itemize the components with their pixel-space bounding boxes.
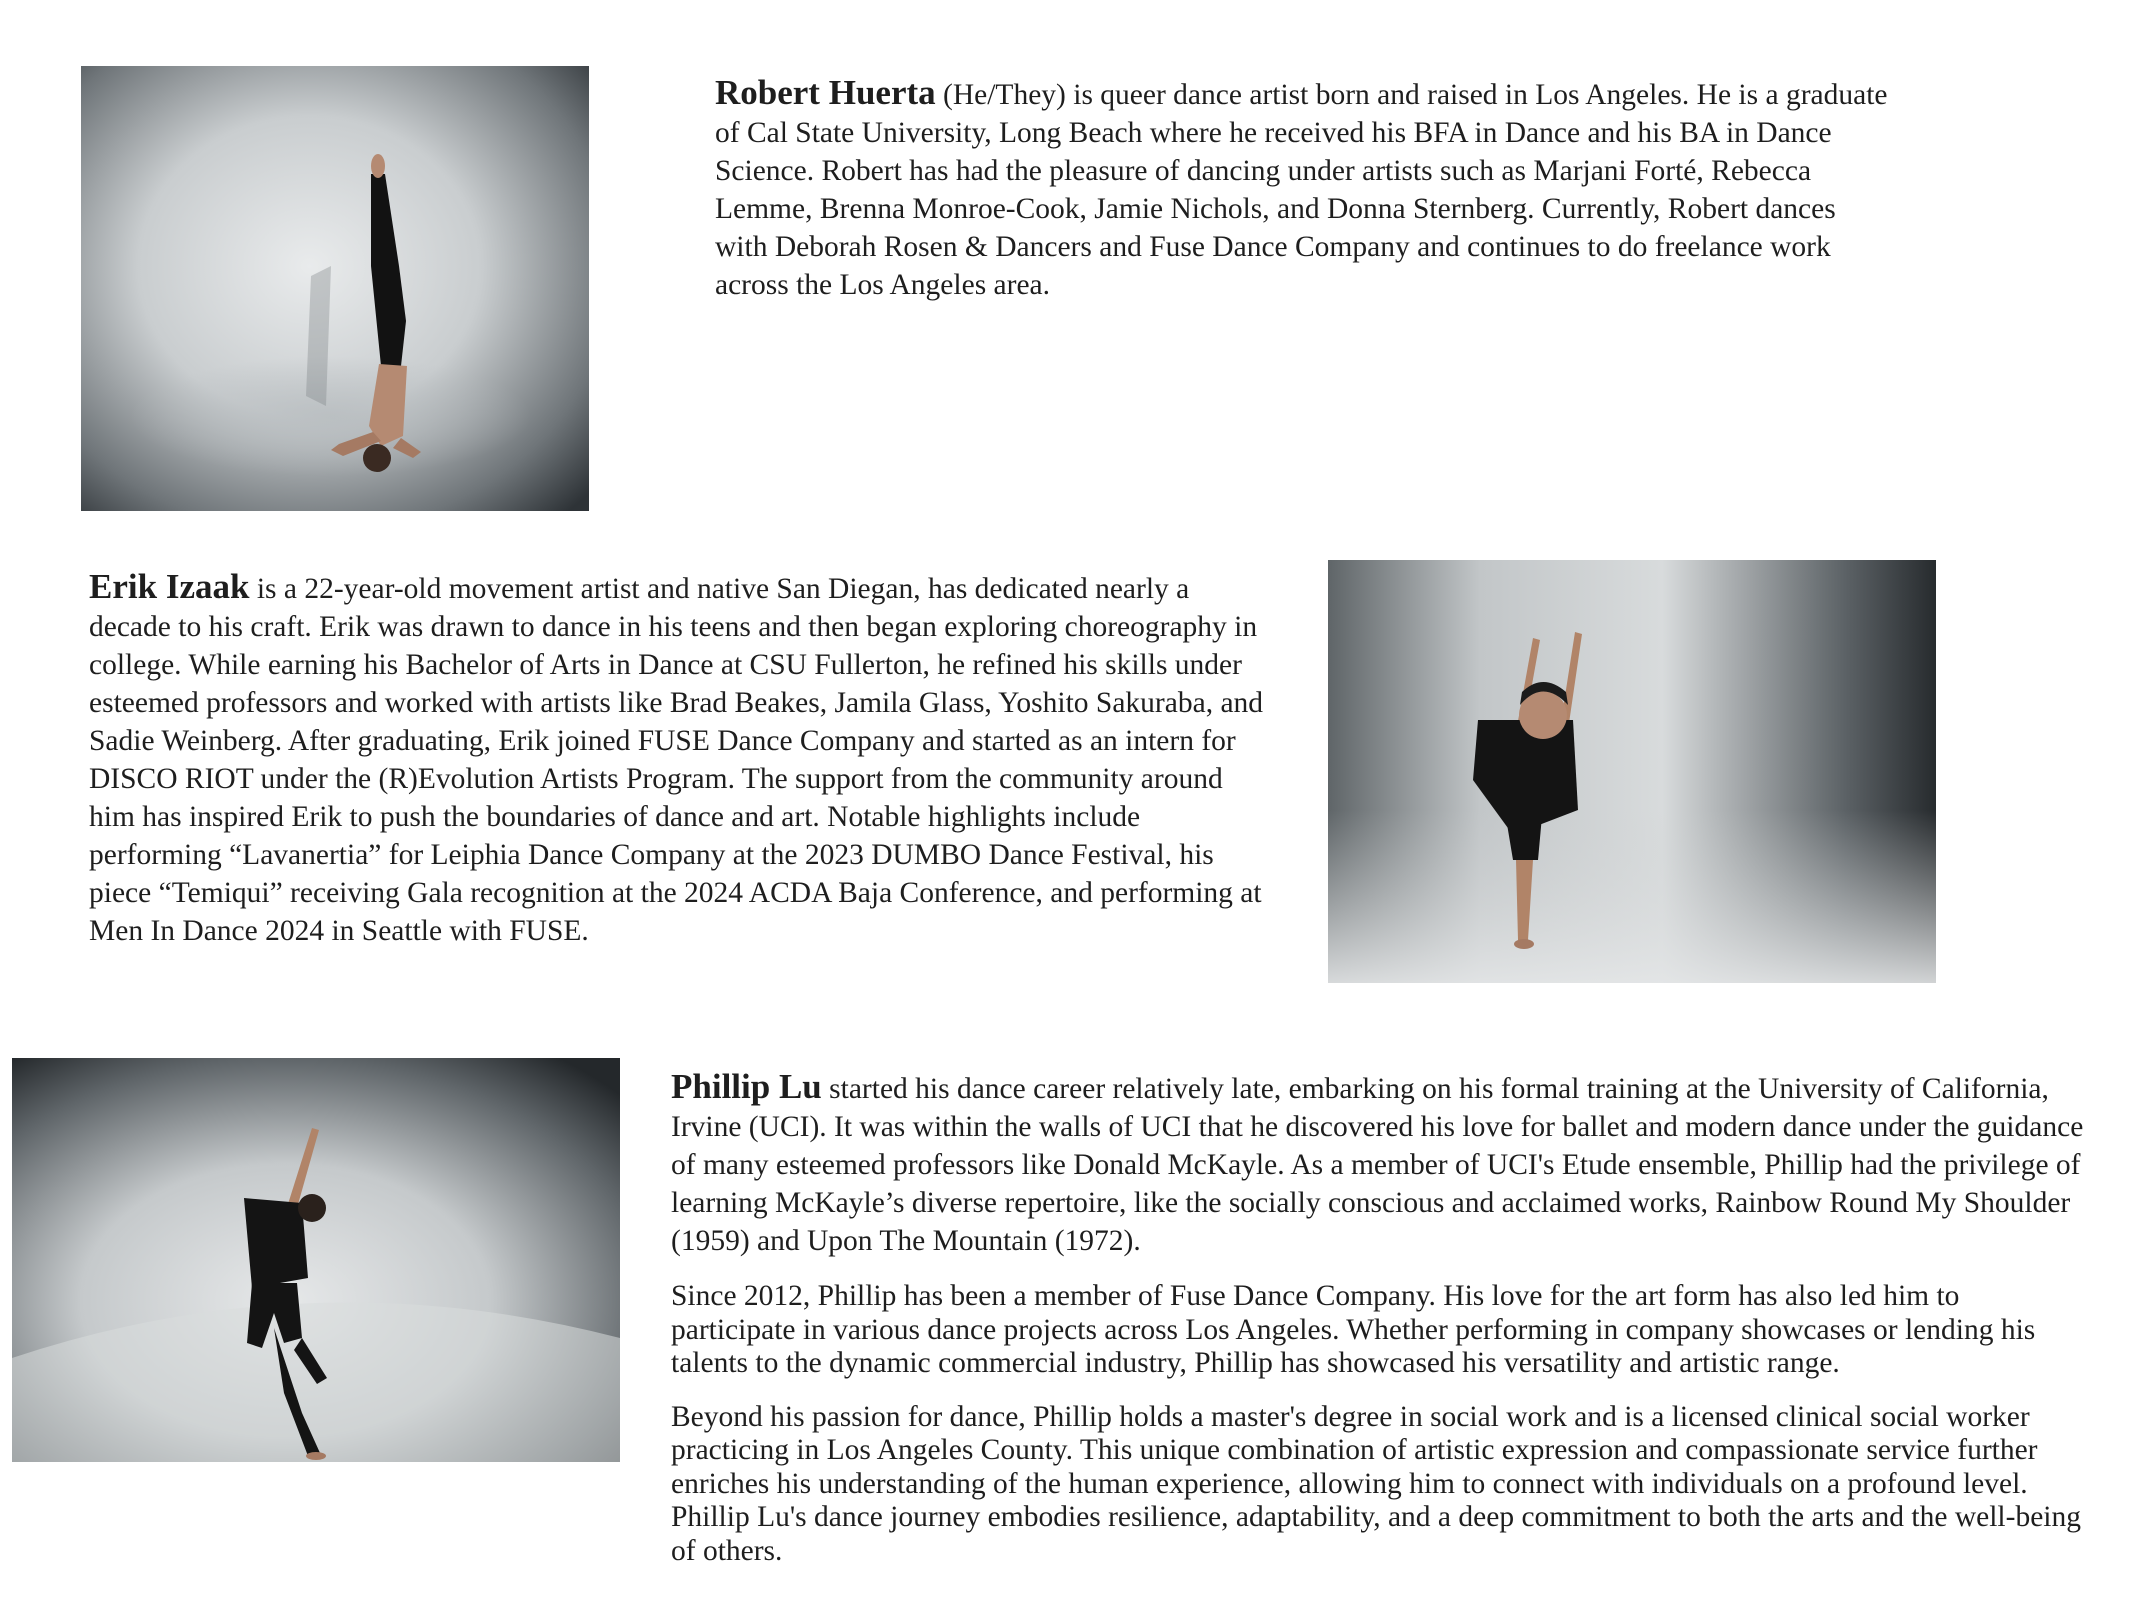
bio-text: is a 22-year-old movement artist and native San Diegan, has dedicated nearly a decade to his craft. Erik was drawn to dance in his teens and then began exploring choreography in college. While earning his Bachelor of Arts in Dance at CSU Fullerton, he refined his skills under esteemed professors and worked with artists like Brad Beakes, Jamila Glass, Yoshito Sakuraba, and Sadie Weinberg. After graduating, Erik joined FUSE Dance Company and started as an intern for DISCO RIOT under the (R)Evolution Artists Program. The support from the community around him has inspired Erik to push the boundaries of dance and art. Notable highlights include performing “Lavanertia” for Leiphia Dance Company at the 2023 DUMBO Dance Festival, his piece “Temiqui” receiving Gala recognition at the 2024 ACDA Baja Conference, and performing at Men In Dance 2024 in Seattle with FUSE. [89, 573, 1264, 947]
dancer-name: Erik Izaak [89, 567, 250, 606]
phillip-lu-photo [12, 1058, 620, 1462]
bio-paragraph [715, 74, 1895, 304]
bio-paragraph: Since 2012, Phillip has been a member of Fuse Dance Company. His love for the art form has also led him to participate in various dance projects across Los Angeles. Whether performing in company showcases or lending his talents to the dynamic commercial industry, Phillip has showcased his versatility and artistic range. [671, 1280, 2036, 1379]
bio-paragraph [89, 568, 1269, 950]
dancer-name: Phillip Lu [671, 1067, 822, 1106]
bio-text: (He/They) is queer dance artist born and raised in Los Angeles. He is a graduate of Cal State University, Long Beach where he received his BFA in Dance and his BA in Dance Science. Robert has had the pleasure of dancing under artists such as Marjani Forté, Rebecca Lemme, Brenna Monroe-Cook, Jamie Nichols, and Donna Sternberg. Currently, Robert dances with Deborah Rosen & Dancers and Fuse Dance Company and continues to do freelance work across the Los Angeles area. [715, 79, 1888, 301]
erik-izaak-bio [89, 568, 1269, 950]
erik-izaak-photo [1328, 560, 1936, 983]
robert-huerta-photo [81, 66, 589, 511]
bio-paragraph: Beyond his passion for dance, Phillip holds a master's degree in social work and is a licensed clinical social worker practicing in Los Angeles County. This unique combination of artistic expression and compassionate service further enriches his understanding of the human experience, allowing him to connect with individuals on a profound level. Phillip Lu's dance journey embodies resilience, adaptability, and a deep commitment to both the arts and the well-being of others. [671, 1400, 2081, 1567]
bio-paragraph [671, 1068, 2091, 1260]
phillip-lu-bio [671, 1068, 2091, 1568]
bio-text: started his dance career relatively late, embarking on his formal training at the University of California, Irvine (UCI). It was within the walls of UCI that he discovered his love for ballet and modern dance under the guidance of many esteemed professors like Donald McKayle. As a member of UCI's Etude ensemble, Phillip had the privilege of learning McKayle’s diverse repertoire, like the socially conscious and acclaimed works, Rainbow Round My Shoulder (1959) and Upon The Mountain (1972). [671, 1073, 2084, 1257]
dancer-name: Robert Huerta [715, 73, 936, 112]
robert-huerta-bio [715, 74, 1895, 304]
